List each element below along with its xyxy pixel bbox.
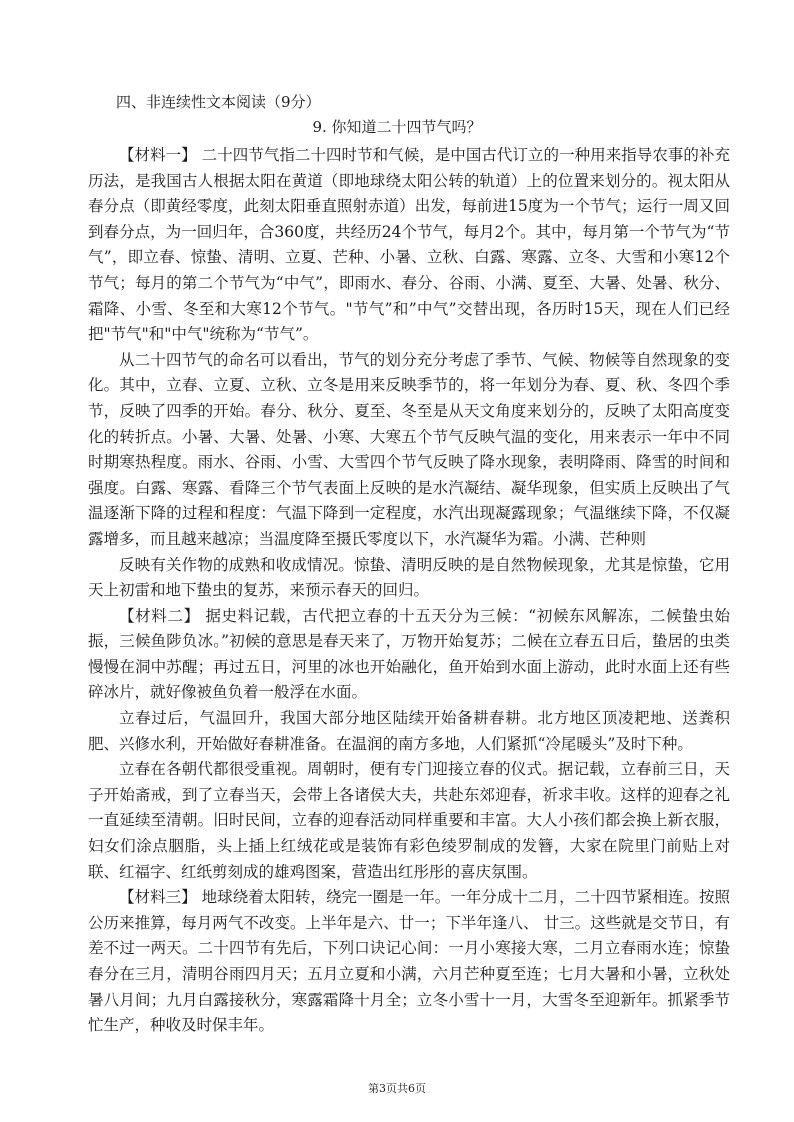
paragraph: 反映有关作物的成熟和收成情况。惊蛰、清明反映的是自然物候现象，尤其是惊蛰，它用天上初雷和地下蛰虫的复苏，来预示春天的回归。 — [88, 555, 730, 600]
section-heading: 四、非连续性文本阅读（9分） — [116, 93, 321, 111]
material-two-paragraph: 【材料二】 据史料记载，古代把立春的十五天分为三候：“初候东风解冻，二候蛰虫始振，三候鱼陟负冰。”初候的意思是春天来了，万物开始复苏；二候在立春五日后，蛰居的虫类慢慢在洞中苏醒；再过五日，河里的冰也开始融化，鱼开始到水面上游动，此时水面上还有些碎冰片，就好像被鱼负着一般浮在水面。 — [88, 606, 730, 702]
paragraph: 从二十四节气的命名可以看出，节气的划分充分考虑了季节、气候、物候等自然现象的变化。其中，立春、立夏、立秋、立冬是用来反映季节的，将一年划分为春、夏、秋、冬四个季节，反映了四季的开始。春分、秋分、夏至、冬至是从天文角度来划分的，反映了太阳高度变化的转折点。小暑、大暑、处暑、小寒、大寒五个节气反映气温的变化，用来表示一年中不同时期寒热程度。雨水、谷雨、小雪、大雪四个节气反映了降水现象，表明降雨、降雪的时间和强度。白露、寒露、看降三个节气表面上反映的是水汽凝结、凝华现象，但实质上反映出了气温逐渐下降的过程和程度：气温下降到一定程度，水汽出现凝露现象；气温继续下降，不仅凝露增多，而且越来越凉；当温度降至摄氏零度以下，水汽凝华为霜。小满、芒种则 — [88, 350, 730, 548]
article-body — [88, 143, 730, 1039]
paragraph: 立春在各朝代都很受重视。周朝时，便有专门迎接立春的仪式。据记载，立春前三日，天子开始斋戒，到了立春当天，会带上各诸侯大夫，共赴东郊迎春，祈求丰收。这样的迎春之礼一直延续至清朝。旧时民间，立春的迎春活动同样重要和丰富。大人小孩们都会换上新衣服，妇女们涂点胭脂，头上插上红绒花或是装饰有彩色绫罗制成的发簪，大家在院里门前贴上对联、红福字、红纸剪刻成的雄鸡图案，营造出红彤彤的喜庆氛围。 — [88, 760, 730, 881]
paragraph: 立春过后，气温回升，我国大部分地区陆续开始备耕春耕。北方地区顶凌耙地、送粪积肥、兴修水利，开始做好春耕准备。在温润的南方多地，人们紧抓“冷尾暖头”及时下种。 — [88, 709, 730, 753]
page-number-footer: 第3页共6页 — [368, 1082, 426, 1095]
material-three-paragraph: 【材料三】 地球绕着太阳转，绕完一圈是一年。一年分成十二月，二十四节紧相连。按照公历来推算，每月两气不改变。上半年是六、廿一；下半年逢八、 廿三。这些就是交节日，有差不过一两天。二十四节有先后，下列口诀记心间：一月小寒接大寒，二月立春雨水连；惊蛰春分在三月，清明谷雨四月天；五月立夏和小满，六月芒种夏至连；七月大暑和小暑，立秋处暑八月间；九月白露接秋分，寒露霜降十月全；立冬小雪十一月，大雪冬至迎新年。抓紧季节忙生产，种收及时保丰年。 — [88, 888, 730, 1035]
question-title: 9. 你知道二十四节气吗？ — [312, 118, 482, 136]
material-one-paragraph: 【材料一】 二十四节气指二十四时节和气候，是中国古代订立的一种用来指导农事的补充历法，是我国古人根据太阳在黄道（即地球绕太阳公转的轨道）上的位置来划分的。视太阳从春分点（即黄经零度，此刻太阳垂直照射赤道）出发，每前进15度为一个节气；运行一周又回到春分点，为一回归年，合360度，共经历24个节气，每月2个。其中，每月第一个节气为“节气”，即立春、惊蛰、清明、立夏、芒种、小暑、立秋、白露、寒露、立冬、大雪和小寒12个节气；每月的第二个节气为“中气”，即雨水、春分、谷雨、小满、夏至、大暑、处暑、秋分、霜降、小雪、冬至和大寒12个节气。"节气”和”中气”交替出现，各历时15天，现在人们已经把"节气"和"中气"统称为“节气”。 — [88, 146, 730, 344]
